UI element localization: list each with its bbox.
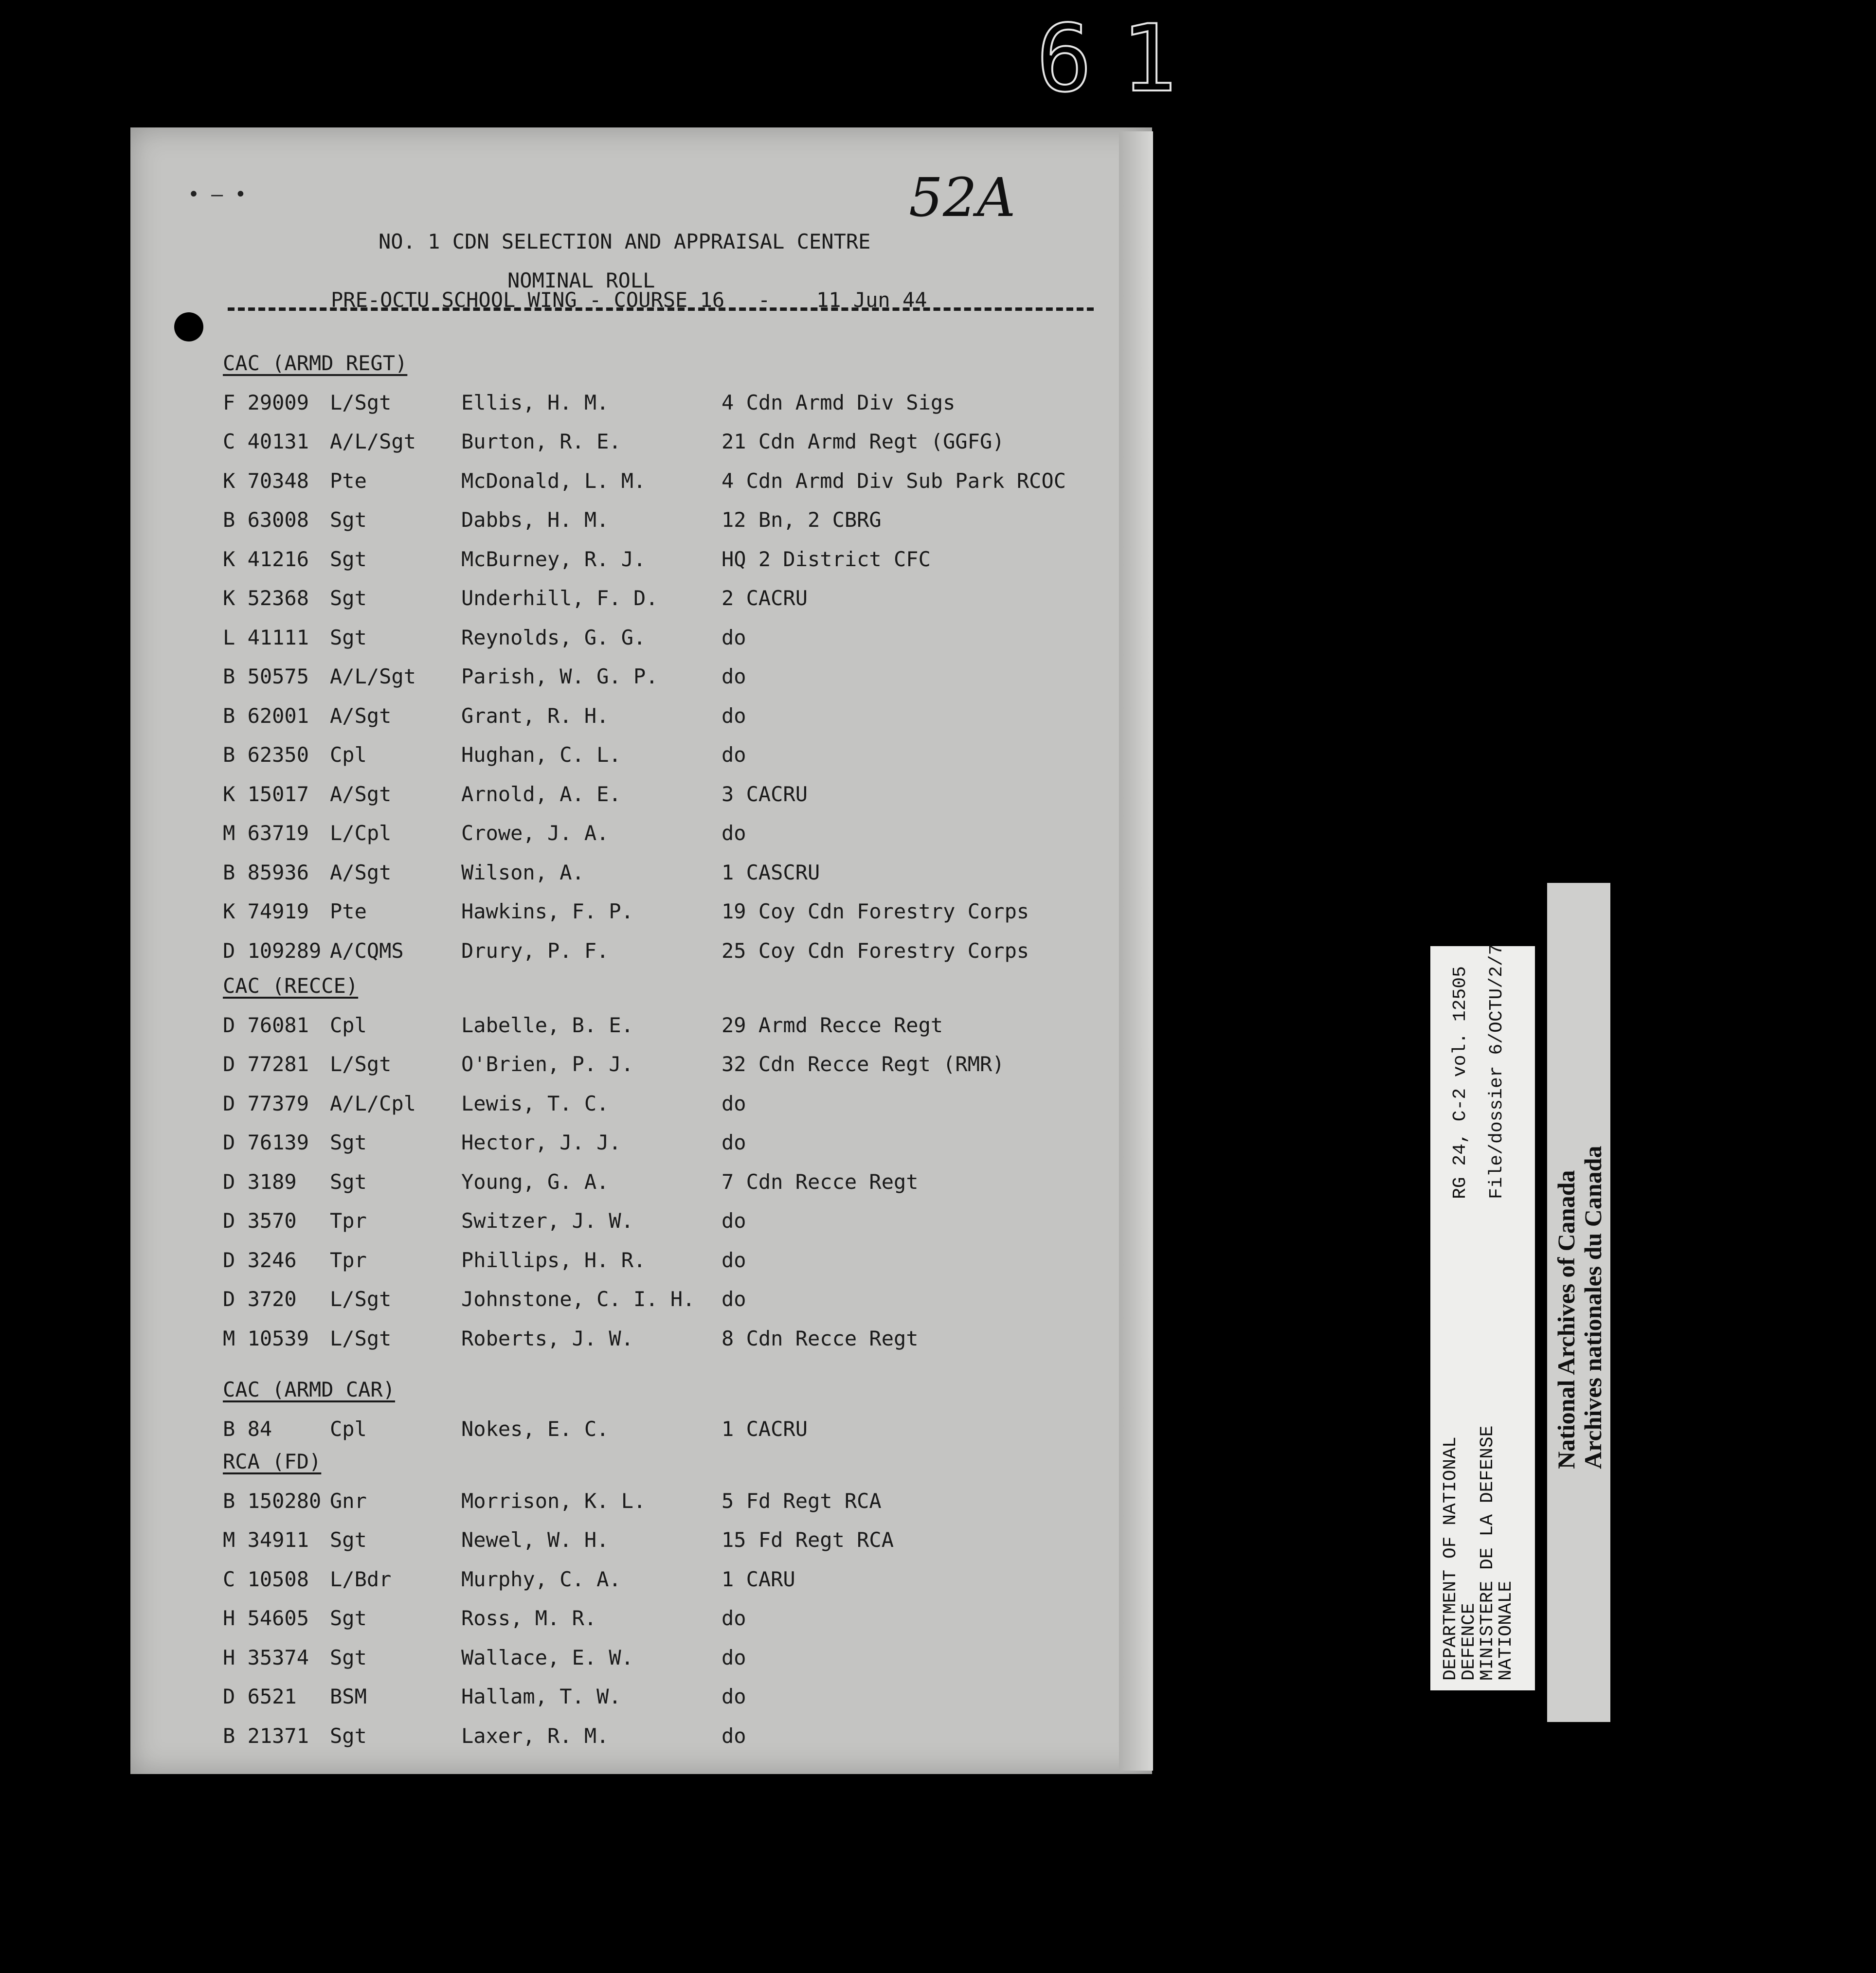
header-separator: -: [758, 288, 771, 312]
service-number: M 34911: [223, 1528, 309, 1552]
rank: L/Cpl: [330, 821, 392, 845]
service-number: K 41216: [223, 547, 309, 571]
service-number: C 40131: [223, 430, 309, 453]
service-number: B 21371: [223, 1723, 309, 1748]
name: Hughan, C. L.: [461, 743, 621, 767]
rank: Sgt: [330, 1528, 367, 1552]
rank: Tpr: [330, 1209, 367, 1233]
service-number: D 6521: [223, 1685, 297, 1708]
name: Wilson, A.: [461, 860, 584, 884]
name: Dabbs, H. M.: [461, 508, 609, 532]
name: Underhill, F. D.: [461, 586, 658, 610]
unit: HQ 2 District CFC: [722, 547, 931, 571]
unit: do: [722, 1130, 746, 1154]
rank: Cpl: [330, 1013, 367, 1037]
service-number: D 77379: [223, 1091, 309, 1115]
service-number: B 63008: [223, 508, 309, 532]
unit: do: [722, 664, 746, 688]
rank: Cpl: [330, 743, 367, 767]
rank: Gnr: [330, 1489, 367, 1513]
name: Hawkins, F. P.: [461, 899, 634, 923]
unit: do: [722, 1091, 746, 1115]
name: Labelle, B. E.: [461, 1013, 634, 1037]
service-number: B 84: [223, 1417, 272, 1441]
service-number: K 74919: [223, 899, 309, 923]
name: Lewis, T. C.: [461, 1091, 609, 1115]
unit: 19 Coy Cdn Forestry Corps: [722, 899, 1029, 923]
unit: do: [722, 821, 746, 845]
service-number: F 29009: [223, 390, 309, 414]
section-title: RCA (FD): [223, 1450, 322, 1473]
rank: Sgt: [330, 625, 367, 649]
corner-marks: • — •: [188, 183, 247, 206]
rank: A/Sgt: [330, 860, 392, 884]
section-title: CAC (RECCE): [223, 974, 359, 998]
service-number: D 3189: [223, 1169, 297, 1194]
name: Roberts, J. W.: [461, 1326, 634, 1350]
name: Nokes, E. C.: [461, 1417, 609, 1441]
unit: 29 Armd Recce Regt: [722, 1013, 943, 1037]
service-number: D 3246: [223, 1248, 297, 1272]
name: Johnstone, C. I. H.: [461, 1287, 695, 1311]
archive-reference-label: [1430, 946, 1535, 1690]
rank: Sgt: [330, 586, 367, 610]
name: Phillips, H. R.: [461, 1248, 646, 1272]
name: Parish, W. G. P.: [461, 664, 658, 688]
unit: do: [722, 625, 746, 649]
roll-title: NOMINAL ROLL: [507, 269, 655, 292]
unit: do: [722, 1209, 746, 1233]
unit: 12 Bn, 2 CBRG: [722, 508, 882, 532]
service-number: K 52368: [223, 586, 309, 610]
service-number: C 10508: [223, 1567, 309, 1591]
name: McBurney, R. J.: [461, 547, 646, 571]
unit: 2 CACRU: [722, 586, 808, 610]
name: Wallace, E. W.: [461, 1645, 634, 1669]
archives-fr: Archives nationales du Canada: [1579, 1146, 1606, 1469]
service-number: B 62001: [223, 703, 309, 728]
name: Laxer, R. M.: [461, 1723, 609, 1748]
dept-line-4: NATIONALE: [1496, 1580, 1516, 1681]
name: Murphy, C. A.: [461, 1567, 621, 1591]
dept-line-2: DEFENCE: [1459, 1603, 1479, 1681]
rank: BSM: [330, 1685, 367, 1708]
page-edge: [1119, 131, 1153, 1771]
ref-line-1: RG 24, C-2 vol. 12505: [1450, 966, 1471, 1199]
service-number: D 109289: [223, 938, 322, 963]
rank: Sgt: [330, 1169, 367, 1194]
roll-date: 11 Jun 44: [816, 288, 927, 312]
unit: 15 Fd Regt RCA: [722, 1528, 894, 1552]
rank: L/Sgt: [330, 1326, 392, 1350]
header-title: NO. 1 CDN SELECTION AND APPRAISAL CENTRE: [379, 230, 871, 253]
course-line: PRE-OCTU SCHOOL WING - COURSE 16: [331, 288, 725, 312]
ref-line-2: File/dossier 6/OCTU/2/7: [1486, 944, 1507, 1199]
name: Grant, R. H.: [461, 703, 609, 728]
name: Ross, M. R.: [461, 1606, 597, 1630]
unit: do: [722, 743, 746, 767]
unit: 3 CACRU: [722, 782, 808, 806]
unit: 1 CASCRU: [722, 860, 820, 884]
name: Newel, W. H.: [461, 1528, 609, 1552]
dept-line-1: DEPARTMENT OF NATIONAL: [1440, 1436, 1461, 1681]
rank: L/Sgt: [330, 1287, 392, 1311]
unit: do: [722, 1606, 746, 1630]
rank: A/CQMS: [330, 938, 404, 963]
name: Morrison, K. L.: [461, 1489, 646, 1513]
service-number: D 76081: [223, 1013, 309, 1037]
service-number: D 3570: [223, 1209, 297, 1233]
rank: Sgt: [330, 1723, 367, 1748]
name: O'Brien, P. J.: [461, 1052, 634, 1076]
service-number: K 70348: [223, 468, 309, 493]
rank: Sgt: [330, 508, 367, 532]
rank: L/Sgt: [330, 390, 392, 414]
name: Drury, P. F.: [461, 938, 609, 963]
service-number: L 41111: [223, 625, 309, 649]
service-number: D 77281: [223, 1052, 309, 1076]
document-page: [130, 127, 1152, 1774]
unit: 21 Cdn Armd Regt (GGFG): [722, 430, 1005, 453]
rank: Sgt: [330, 1645, 367, 1669]
archives-en: National Archives of Canada: [1552, 1170, 1580, 1469]
unit: do: [722, 1287, 746, 1311]
rank: Sgt: [330, 547, 367, 571]
rank: A/L/Sgt: [330, 664, 416, 688]
unit: 32 Cdn Recce Regt (RMR): [722, 1052, 1005, 1076]
rank: Pte: [330, 468, 367, 493]
service-number: D 3720: [223, 1287, 297, 1311]
service-number: H 54605: [223, 1606, 309, 1630]
unit: do: [722, 1685, 746, 1708]
name: Hector, J. J.: [461, 1130, 621, 1154]
rank: A/L/Cpl: [330, 1091, 416, 1115]
rank: Tpr: [330, 1248, 367, 1272]
unit: 4 Cdn Armd Div Sub Park RCOC: [722, 468, 1066, 493]
section-title: CAC (ARMD CAR): [223, 1378, 396, 1401]
frame-number: 61: [1036, 5, 1206, 112]
unit: do: [722, 1248, 746, 1272]
service-number: B 150280: [223, 1489, 322, 1513]
service-number: M 10539: [223, 1326, 309, 1350]
name: Arnold, A. E.: [461, 782, 621, 806]
rank: A/Sgt: [330, 703, 392, 728]
rank: A/L/Sgt: [330, 430, 416, 453]
punch-hole: [174, 312, 203, 341]
name: Reynolds, G. G.: [461, 625, 646, 649]
rank: A/Sgt: [330, 782, 392, 806]
name: Switzer, J. W.: [461, 1209, 634, 1233]
rank: Cpl: [330, 1417, 367, 1441]
rank: Sgt: [330, 1130, 367, 1154]
unit: 25 Coy Cdn Forestry Corps: [722, 938, 1029, 963]
rank: L/Bdr: [330, 1567, 392, 1591]
unit: 5 Fd Regt RCA: [722, 1489, 882, 1513]
rank: Sgt: [330, 1606, 367, 1630]
dept-line-3: MINISTERE DE LA DEFENSE: [1477, 1425, 1498, 1681]
unit: 8 Cdn Recce Regt: [722, 1326, 919, 1350]
unit: 1 CARU: [722, 1567, 795, 1591]
national-archives-label: [1547, 883, 1610, 1722]
name: Burton, R. E.: [461, 430, 621, 453]
name: McDonald, L. M.: [461, 468, 646, 493]
rank: Pte: [330, 899, 367, 923]
service-number: B 50575: [223, 664, 309, 688]
name: Hallam, T. W.: [461, 1685, 621, 1708]
unit: 7 Cdn Recce Regt: [722, 1169, 919, 1194]
unit: do: [722, 1645, 746, 1669]
service-number: M 63719: [223, 821, 309, 845]
service-number: D 76139: [223, 1130, 309, 1154]
name: Ellis, H. M.: [461, 390, 609, 414]
unit: 1 CACRU: [722, 1417, 808, 1441]
service-number: B 62350: [223, 743, 309, 767]
section-title: CAC (ARMD REGT): [223, 351, 408, 375]
service-number: K 15017: [223, 782, 309, 806]
service-number: H 35374: [223, 1645, 309, 1669]
dashed-rule: [228, 307, 1094, 311]
name: Young, G. A.: [461, 1169, 609, 1194]
unit: 4 Cdn Armd Div Sigs: [722, 390, 956, 414]
unit: do: [722, 1723, 746, 1748]
service-number: B 85936: [223, 860, 309, 884]
unit: do: [722, 703, 746, 728]
rank: L/Sgt: [330, 1052, 392, 1076]
folio-number: 52A: [909, 166, 1016, 229]
name: Crowe, J. A.: [461, 821, 609, 845]
